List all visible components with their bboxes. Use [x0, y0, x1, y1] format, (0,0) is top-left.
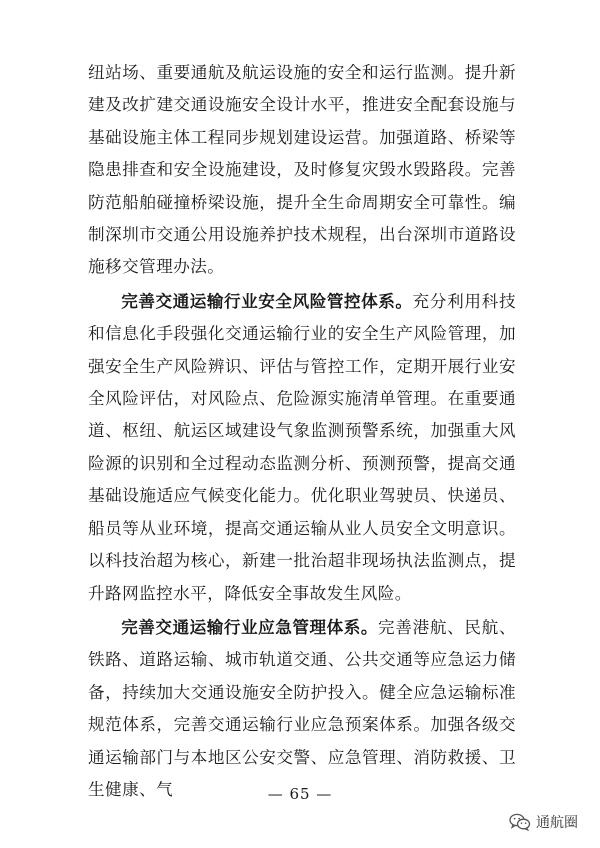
paragraph-heading: 完善交通运输行业安全风险管控体系。 — [121, 291, 413, 311]
paragraph-risk-control — [88, 286, 516, 610]
page-number: — 65 — — [267, 785, 333, 803]
wechat-icon — [509, 813, 531, 831]
paragraph-text: 纽站场、重要通航及航运设施的安全和运行监测。提升新建及改扩建交通设施安全设计水平，推进安全配套设施与基础设施主体工程同步规划建设运营。加强道路、桥梁等隐患排查和安全设施建设，及时修复灾毁水毁路段。完善防范船舶碰撞桥梁设施，提升全生命周期安全可靠性。编制深圳市交通公用设施养护技术规程，出台深圳市道路设施移交管理办法。 — [88, 63, 516, 277]
body-text — [88, 57, 516, 806]
paragraph-emergency-management — [88, 612, 516, 806]
paragraph-continuation — [88, 57, 516, 284]
watermark — [509, 812, 578, 832]
watermark-text: 通航圈 — [536, 815, 578, 831]
paragraph-text: 完善港航、民航、铁路、道路运输、城市轨道交通、公共交通等应急运力储备，持续加大交通设施安全防护投入。健全应急运输标准规范体系，完善交通运输行业应急预案体系。加强各级交通运输部门与本地区公安交警、应急管理、消防救援、卫生健康、气 — [88, 617, 517, 799]
paragraph-text: 充分利用科技和信息化手段强化交通运输行业的安全生产风险管理，加强安全生产风险辨识、评估与管控工作，定期开展行业安全风险评估，对风险点、危险源实施清单管理。在重要通道、枢纽、航运区域建设气象监测预警系统，加强重大风险源的识别和全过程动态监测分析、预测预警，提高交通基础设施适应气候变化能力。优化职业驾驶员、快递员、船员等从业环境，提高交通运输从业人员安全文明意识。以科技治超为核心，新建一批治超非现场执法监测点，提升路网监控水平，降低安全事故发生风险。 — [88, 291, 516, 603]
paragraph-heading: 完善交通运输行业应急管理体系。 — [121, 617, 379, 637]
